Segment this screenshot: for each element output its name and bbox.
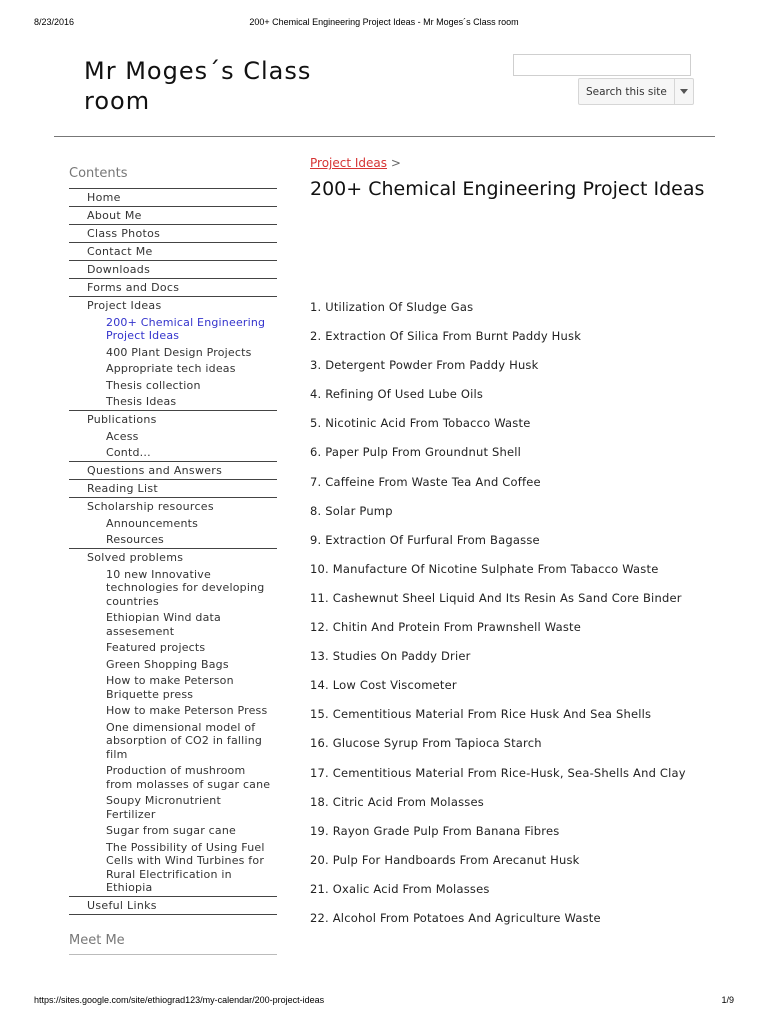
sidebar-link[interactable]: Solved problems (87, 551, 184, 564)
sidebar-item (69, 549, 277, 897)
sidebar-link[interactable]: Scholarship resources (87, 500, 214, 513)
sidebar-item (69, 480, 277, 498)
project-idea-item: 16. Glucose Syrup From Tapioca Starch (310, 736, 542, 751)
sidebar-subitem[interactable]: Production of mushroom from molasses of sugar cane (106, 764, 271, 791)
sidebar-item (69, 243, 277, 261)
project-idea-item: 11. Cashewnut Sheel Liquid And Its Resin As Sand Core Binder (310, 590, 682, 605)
header-divider (54, 136, 715, 137)
sidebar-subitem[interactable]: Thesis Ideas (106, 395, 177, 408)
sidebar-item (69, 279, 277, 297)
sidebar-subitem[interactable]: Resources (106, 533, 164, 546)
sidebar-subitem[interactable]: Announcements (106, 516, 199, 530)
project-idea-item: 9. Extraction Of Furfural From Bagasse (310, 532, 540, 547)
sidebar-subitem[interactable]: How to make Peterson Briquette press (106, 674, 234, 701)
project-idea-item: 22. Alcohol From Potatoes And Agriculture Waste (310, 910, 601, 925)
sidebar-item (69, 189, 277, 207)
sidebar-link[interactable]: Useful Links (87, 899, 157, 912)
print-page-number: 1/9 (721, 995, 734, 1005)
sidebar-subitem[interactable]: Acess (106, 429, 139, 443)
sidebar-item (69, 261, 277, 279)
print-page-title: 200+ Chemical Engineering Project Ideas - Mr Moges´s Class room (249, 17, 519, 27)
breadcrumb-link-project-ideas[interactable]: Project Ideas (310, 156, 388, 170)
project-idea-item: 12. Chitin And Protein From Prawnshell Waste (310, 620, 581, 635)
sidebar-subitem[interactable]: Green Shopping Bags (106, 657, 229, 671)
meet-me-divider (69, 954, 277, 955)
sidebar-link[interactable]: Class Photos (87, 227, 161, 240)
breadcrumb-separator: > (390, 156, 401, 170)
sidebar-link[interactable]: Home (87, 191, 121, 204)
page-title: 200+ Chemical Engineering Project Ideas (310, 178, 705, 200)
sidebar-link[interactable]: About Me (87, 209, 142, 222)
sidebar-link[interactable]: Project Ideas (87, 299, 162, 312)
project-idea-item: 20. Pulp For Handboards From Arecanut Husk (310, 852, 580, 867)
project-idea-item: 10. Manufacture Of Nicotine Sulphate From Tabacco Waste (310, 561, 659, 576)
sidebar-item (69, 897, 277, 915)
sidebar-link[interactable]: Downloads (87, 263, 151, 276)
sidebar-link[interactable]: Forms and Docs (87, 281, 180, 294)
print-url: https://sites.google.com/site/ethiograd123/my-calendar/200-project-ideas (34, 995, 325, 1005)
project-idea-item: 17. Cementitious Material From Rice-Husk, Sea-Shells And Clay (310, 765, 686, 780)
sidebar-subitem[interactable]: Sugar from sugar cane (106, 824, 236, 837)
project-idea-item: 3. Detergent Powder From Paddy Husk (310, 358, 539, 373)
sidebar-item (69, 462, 277, 480)
sidebar-subitem[interactable]: Contd... (106, 446, 151, 459)
print-date: 8/23/2016 (34, 17, 75, 27)
project-idea-item: 15. Cementitious Material From Rice Husk And Sea Shells (310, 707, 652, 722)
project-idea-item: 6. Paper Pulp From Groundnut Shell (310, 445, 522, 460)
sidebar-item (69, 225, 277, 243)
sidebar-subitem-current[interactable]: 200+ Chemical Engineering Project Ideas (106, 315, 266, 342)
sidebar-subitem[interactable]: 10 new Innovative technologies for developing countries (106, 567, 265, 608)
sidebar-link[interactable]: Contact Me (87, 245, 153, 258)
chevron-down-icon[interactable] (675, 89, 693, 94)
sidebar-heading: Contents (69, 166, 128, 181)
sidebar-subitem[interactable]: Featured projects (106, 641, 206, 654)
site-title[interactable]: Mr Moges´s Class room (84, 57, 312, 115)
sidebar-item (69, 297, 277, 411)
sidebar-subitem[interactable]: Ethiopian Wind data assesement (106, 611, 221, 638)
sidebar-subitem[interactable]: 400 Plant Design Projects (106, 345, 252, 359)
meet-me-section (69, 932, 277, 955)
breadcrumb (310, 154, 705, 172)
sidebar (69, 164, 277, 915)
sidebar-item (69, 411, 277, 462)
sidebar-subitem[interactable]: Appropriate tech ideas (106, 362, 236, 375)
search-input[interactable] (513, 54, 691, 76)
sidebar-link[interactable]: Publications (87, 413, 157, 426)
project-idea-item: 21. Oxalic Acid From Molasses (310, 881, 490, 896)
sidebar-link[interactable]: Questions and Answers (87, 464, 223, 477)
sidebar-nav (69, 188, 277, 915)
sidebar-item (69, 207, 277, 225)
project-idea-item: 14. Low Cost Viscometer (310, 678, 457, 693)
project-idea-item: 5. Nicotinic Acid From Tobacco Waste (310, 416, 531, 431)
print-header (0, 17, 768, 29)
project-idea-item: 7. Caffeine From Waste Tea And Coffee (310, 474, 541, 489)
project-idea-item: 18. Citric Acid From Molasses (310, 794, 484, 809)
print-footer (0, 995, 768, 1007)
project-idea-item: 1. Utilization Of Sludge Gas (310, 300, 474, 314)
project-idea-item: 4. Refining Of Used Lube Oils (310, 387, 484, 402)
project-idea-item: 13. Studies On Paddy Drier (310, 649, 471, 664)
search-site-button[interactable] (578, 78, 694, 105)
sidebar-item (69, 498, 277, 549)
sidebar-subitem[interactable]: How to make Peterson Press (106, 704, 268, 717)
project-idea-item: 19. Rayon Grade Pulp From Banana Fibres (310, 823, 560, 838)
sidebar-subitem[interactable]: Soupy Micronutrient Fertilizer (106, 794, 221, 821)
main-content (310, 154, 705, 202)
sidebar-subitem[interactable]: Thesis collection (106, 378, 201, 392)
meet-me-heading: Meet Me (69, 933, 125, 948)
sidebar-link[interactable]: Reading List (87, 482, 158, 495)
sidebar-subitem[interactable]: One dimensional model of absorption of CO2 in falling film (106, 720, 263, 761)
sidebar-subitem[interactable]: The Possibility of Using Fuel Cells with Wind Turbines for Rural Electrification in Ethiopia (106, 840, 265, 894)
search-button-label: Search this site (586, 85, 667, 98)
project-idea-item: 8. Solar Pump (310, 503, 393, 518)
project-ideas-list (310, 301, 705, 941)
project-idea-item: 2. Extraction Of Silica From Burnt Paddy Husk (310, 329, 582, 344)
